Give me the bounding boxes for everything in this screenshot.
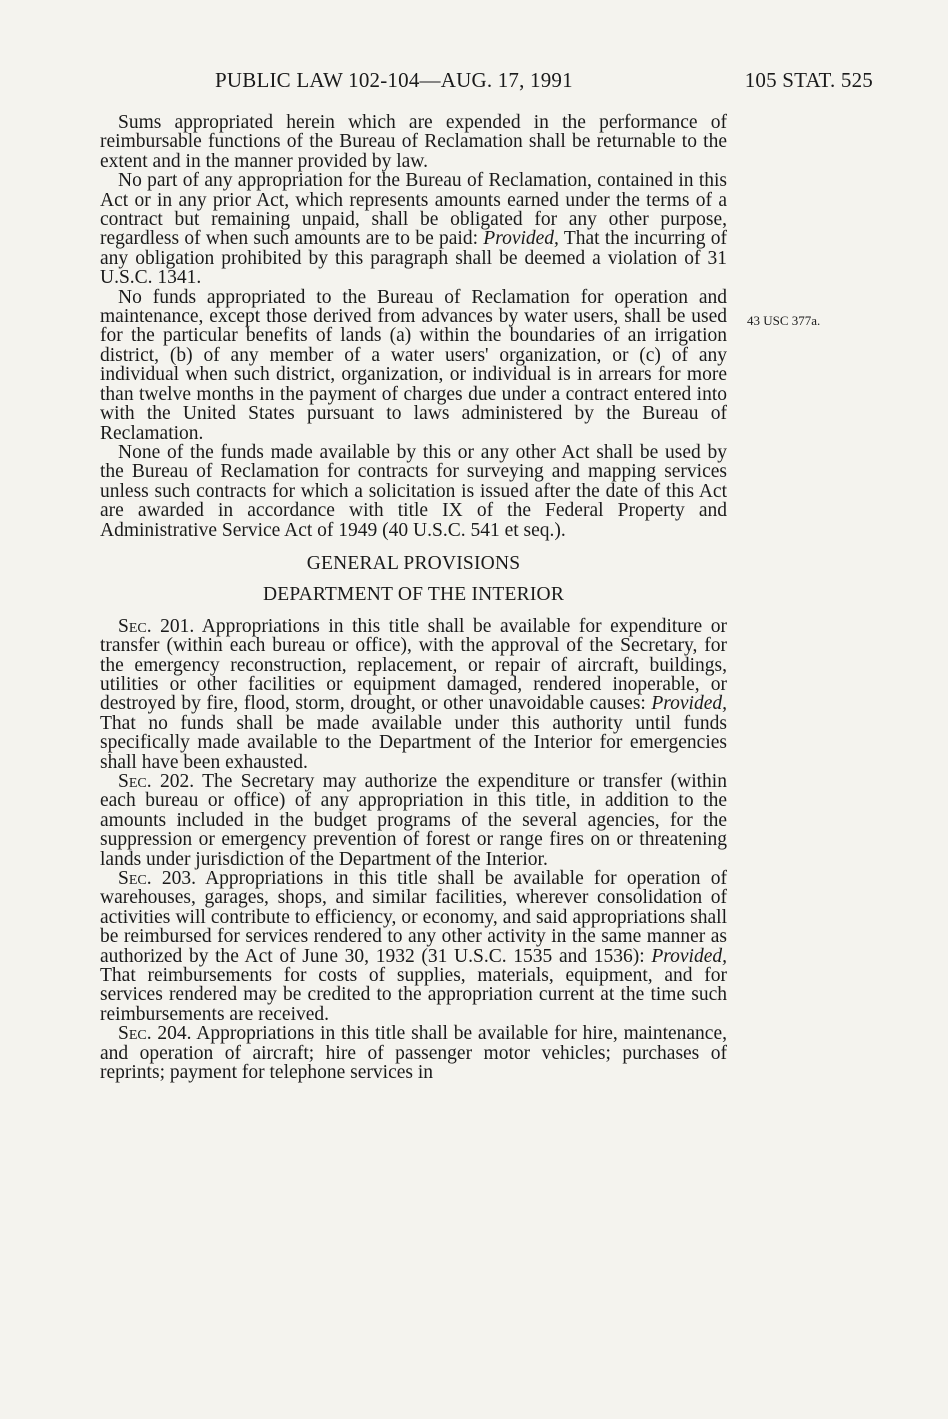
section-label: Sec. 204. (118, 1023, 192, 1045)
section-text: The Secretary may authorize the expenditure or transfer (within each bureau or office) of any appropriation in this title, in addition to the amounts included in the budget programs of the several agencies, for the suppression or emergency prevention of forest or range fires on or threatening lands under jurisdiction of the Department of the Interior. (100, 771, 727, 870)
section-text: Appropriations in this title shall be available for hire, maintenance, and operation of aircraft; hire of passenger motor vehicles; purchases of reprints; payment for telephone services in (100, 1023, 727, 1084)
section-204 (100, 1024, 727, 1082)
paragraph-surveying-mapping (100, 443, 727, 540)
section-202 (100, 772, 727, 869)
section-text: That no funds shall be made available under this authority until funds specifically made available to the Department of the Interior for emergencies shall have been exhausted. (100, 712, 727, 773)
paragraph-text: No part of any appropriation for the Bureau of Reclamation, contained in this Act or in any prior Act, which represents amounts earned under the terms of a contract but remaining unpaid, shall be obligated for any other purpose, regardless of when such amounts are to be paid: (100, 170, 727, 250)
public-law-title: PUBLIC LAW 102-104—AUG. 17, 1991 (215, 68, 573, 92)
section-203 (100, 869, 727, 1024)
heading-general-provisions: GENERAL PROVISIONS (306, 552, 521, 574)
heading-department-interior: DEPARTMENT OF THE INTERIOR (262, 584, 565, 606)
section-text: Appropriations in this title shall be available for operation of warehouses, garages, shops, and similar facilities, wherever consolidation of activities will contribute to efficiency, or economy, and said appropriations shall be reimbursed for services rendered to any other activity in the same manner as authorized by the Act of June 30, 1932 (31 U.S.C. 1535 and 1536): (100, 868, 727, 967)
stat-page-number: 105 STAT. 525 (744, 68, 873, 92)
paragraph-operation-maintenance (100, 288, 727, 443)
section-201 (100, 617, 727, 772)
paragraph-text: Sums appropriated herein which are expended in the performance of reimbursable functions of the Bureau of Reclamation shall be returnable to the extent and in the manner provided by law. (100, 112, 727, 172)
running-header (100, 68, 873, 98)
paragraph-text: No funds appropriated to the Bureau of Reclamation for operation and maintenance, except those derived from advances by water users, shall be used for the particular benefits of lands (a) within the boundaries of an irrigation district, (b) of any member of a water users' organization, or (c) of any individual when such district, organization, or individual is in arrears for more than twelve months in the payment of charges due under a contract entered into with the United States pursuant to laws administered by the Bureau of Reclamation. (100, 286, 727, 444)
proviso-italic: Provided, (483, 228, 559, 250)
paragraph-obligation-prohibition (100, 171, 727, 287)
section-label: Sec. 203. (118, 868, 196, 890)
proviso-italic: Provided, (651, 945, 727, 967)
paragraph-reimbursable-functions (100, 113, 727, 171)
paragraph-text: That the incurring of any obligation prohibited by this paragraph shall be deemed a violation of 31 U.S.C. 1341. (100, 228, 728, 289)
section-text: Appropriations in this title shall be available for expenditure or transfer (within each bureau or office), with the approval of the Secretary, for the emergency reconstruction, replacement, or repair of aircraft, buildings, utilities or other facilities or equipment damaged, rendered inoperable, or destroyed by fire, flood, storm, drought, or other unavoidable causes: (100, 615, 727, 715)
body-text (100, 113, 727, 1083)
section-label: Sec. 201. (118, 615, 195, 637)
section-text: That reimbursements for costs of supplies, materials, equipment, and for services rendered may be credited to the appropriation current at the time such reimbursements are received. (100, 965, 727, 1025)
proviso-italic: Provided, (651, 693, 727, 715)
margin-citation: 43 USC 377a. (747, 313, 821, 328)
paragraph-text: None of the funds made available by this or any other Act shall be used by the Bureau of Reclamation for contracts for surveying and mapping services unless such contracts for which a solicitation is issued after the date of this Act are awarded in accordance with title IX of the Federal Property and Administrative Service Act of 1949 (40 U.S.C. 541 et seq.). (100, 441, 727, 541)
section-label: Sec. 202. (118, 771, 195, 792)
